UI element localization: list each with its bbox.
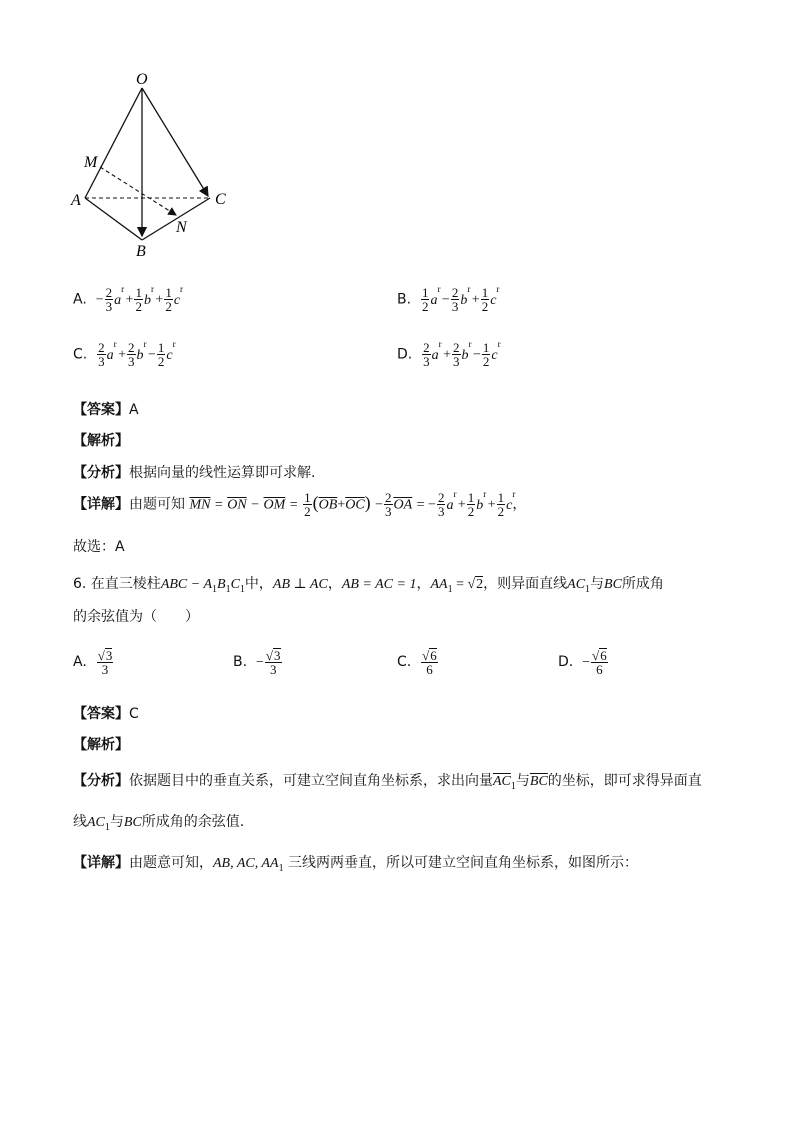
q6-fenxi-line1: 【分析】依据题目中的垂直关系，可建立空间直角坐标系，求出向量$\overline{AC}_1$与$\overline{BC}$的坐标，即可求得异面直 <box>73 773 702 792</box>
q6-option-A: A. $\frac{√3}{3}$ <box>73 648 113 677</box>
q6-stem-line1: 6. 在直三棱柱ABC − $A_1B_1C_1$中，AB ⊥ AC，AB = AC = 1，$AA_1 = √2$，则异面直线$AC_1$与BC所成角 <box>73 576 664 595</box>
q5-fenxi: 【分析】根据向量的线性运算即可求解. <box>73 465 316 481</box>
edge-OA <box>85 88 142 198</box>
q5-choose: 故选：A <box>73 539 125 555</box>
q6-answer: 【答案】C <box>73 706 139 722</box>
edge-OC <box>142 88 208 196</box>
q5-option-A: A. − $\frac{2}{3}$ a r + $\frac{1}{2}$ b r + $\frac{1}{2}$ c r <box>73 283 184 314</box>
label-C: C <box>215 191 226 208</box>
tetrahedron-figure <box>60 66 240 261</box>
q6-stem-line2: 的余弦值为（ ） <box>73 609 199 625</box>
label-B: B <box>136 243 146 260</box>
label-O: O <box>136 71 148 88</box>
q6-option-B: B. − $\frac{√3}{3}$ <box>233 648 281 677</box>
label-M: M <box>84 154 98 171</box>
segment-MN-dashed <box>100 167 176 215</box>
q5-option-C: C. $\frac{2}{3}$ a r + $\frac{2}{3}$ b r − $\frac{1}{2}$ c r <box>73 338 176 369</box>
q6-xiangjie: 【详解】由题意可知，AB, AC, $AA_1$ 三线两两垂直，所以可建立空间直角坐标系，如图所示： <box>73 855 639 874</box>
q6-option-C: C. $\frac{√6}{6}$ <box>397 648 437 677</box>
q5-xiangjie: 【详解】由题可知 $\overline{MN} = \overline{ON} - \overline{OM}$ = $\frac{1}{2}$ $(\overline{OB}+\overline{OC})$ − $\frac{2}{3}$ $\overline{OA}$ = − $\frac{2}{3}$ a r + $\frac{1}{2}$ b r + $\frac{1}{2}$ c r ， <box>73 488 527 519</box>
q5-option-D: D. $\frac{2}{3}$ a r + $\frac{2}{3}$ b r − $\frac{1}{2}$ c r <box>397 338 501 369</box>
q5-answer: 【答案】A <box>73 402 139 418</box>
label-A: A <box>71 192 81 209</box>
q5-analysis-tag: 【解析】 <box>73 433 129 449</box>
q6-analysis-tag: 【解析】 <box>73 737 129 753</box>
edge-AB <box>85 198 142 240</box>
q5-option-B: B. $\frac{1}{2}$ a r − $\frac{2}{3}$ b r + $\frac{1}{2}$ c r <box>397 283 500 314</box>
q6-fenxi-line2: 线$AC_1$与BC所成角的余弦值. <box>73 814 245 833</box>
label-N: N <box>176 219 187 236</box>
q6-option-D: D. − $\frac{√6}{6}$ <box>558 648 607 677</box>
